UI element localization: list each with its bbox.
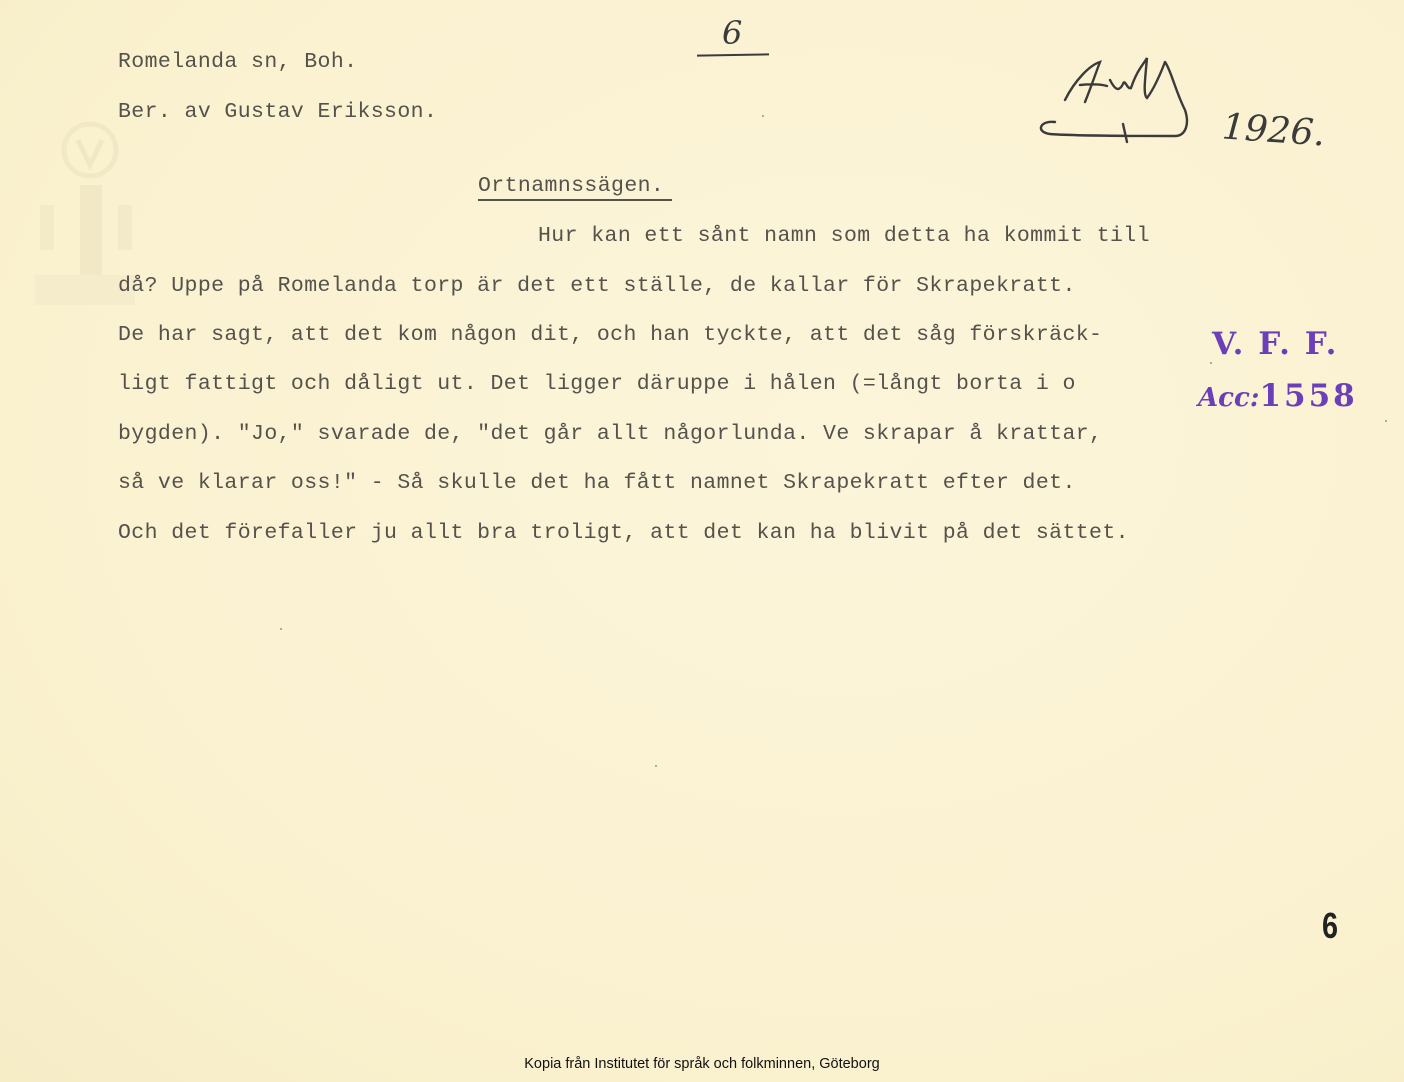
parish-line: Romelanda sn, Boh.	[118, 50, 358, 74]
body-line-3: De har sagt, att det kom någon dit, och han tyckte, att det såg förskräck-	[118, 323, 1103, 347]
handwritten-top-number: 6	[722, 14, 743, 52]
body-line-4: ligt fattigt och dåligt ut. Det ligger däruppe i hålen (=långt borta i o	[118, 372, 1076, 396]
handwritten-signature	[1035, 40, 1215, 150]
paper-speck	[762, 115, 764, 117]
reporter-line: Ber. av Gustav Eriksson.	[118, 100, 438, 124]
body-line-1: Hur kan ett sånt namn som detta ha kommit till	[538, 224, 1150, 248]
stamp-acc-prefix: Acc:	[1198, 383, 1260, 413]
stamp-acc-number: 1558	[1259, 378, 1358, 414]
paper-speck	[1210, 362, 1212, 364]
top-number-underline	[697, 53, 769, 56]
archive-footer: Kopia från Institutet för språk och folkminnen, Göteborg	[524, 1056, 880, 1072]
body-line-2: då? Uppe på Romelanda torp är det ett ställe, de kallar för Skrapekratt.	[118, 274, 1076, 298]
paper-speck	[280, 628, 282, 630]
title-underline	[478, 199, 672, 201]
archive-stamp-acc	[1198, 378, 1358, 414]
page-number: 6	[1322, 905, 1339, 946]
paper-speck	[655, 765, 657, 767]
body-line-5: bygden). "Jo," svarade de, "det går allt någorlunda. Ve skrapar å krattar,	[118, 422, 1103, 446]
archive-stamp-vff: V. F. F.	[1212, 326, 1339, 362]
body-line-7: Och det förefaller ju allt bra troligt, att det kan ha blivit på det sättet.	[118, 521, 1129, 545]
handwritten-year: 1926.	[1220, 106, 1327, 155]
document-title: Ortnamnssägen.	[478, 174, 665, 198]
body-line-6: så ve klarar oss!" - Så skulle det ha fått namnet Skrapekratt efter det.	[118, 471, 1076, 495]
paper-speck	[1385, 420, 1387, 422]
